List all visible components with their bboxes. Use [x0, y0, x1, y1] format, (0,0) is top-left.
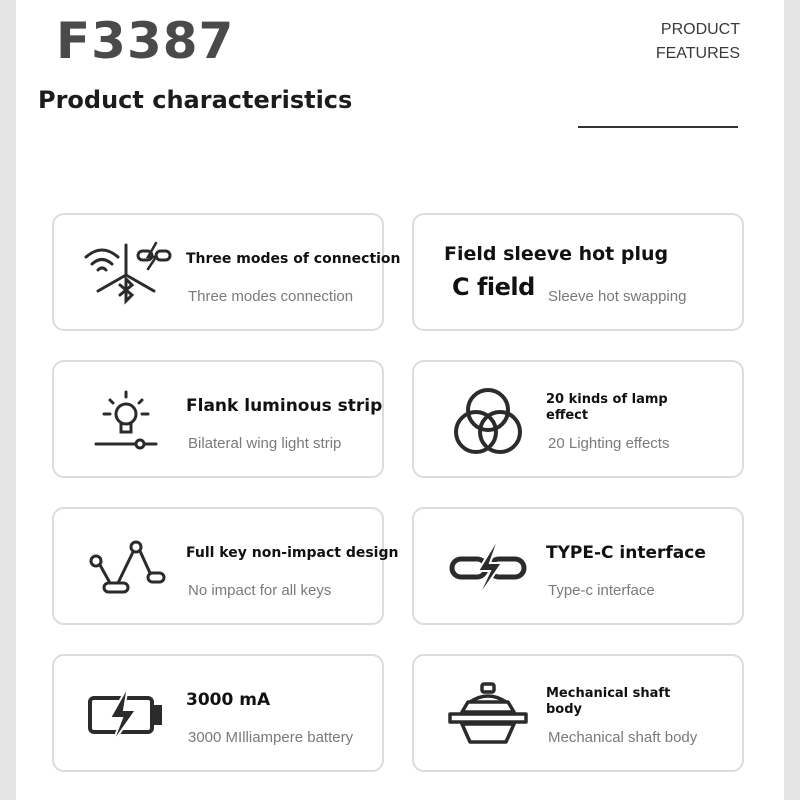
feature-desc: Bilateral wing light strip	[188, 435, 342, 452]
feature-title: Flank luminous strip	[186, 396, 383, 416]
feature-title: 3000 mA	[186, 690, 271, 710]
keys-linkage-icon	[80, 529, 176, 605]
battery-charging-icon	[80, 676, 176, 752]
feature-desc: Mechanical shaft body	[548, 729, 698, 746]
feature-title: Three modes of connection	[186, 251, 401, 267]
usb-link-icon	[440, 529, 536, 605]
rgb-circles-icon	[440, 382, 536, 458]
section-label-line2: FEATURES	[655, 45, 740, 62]
feature-card-connection	[52, 213, 401, 331]
feature-card-type-c	[412, 507, 744, 625]
section-label	[620, 18, 740, 66]
feature-card-hot-plug	[412, 213, 744, 331]
feature-card-mechanical	[412, 654, 744, 772]
feature-card-battery	[52, 654, 384, 772]
page	[16, 0, 784, 800]
divider	[578, 126, 738, 128]
model-number: F3387	[56, 12, 235, 70]
connection-modes-icon	[80, 235, 176, 311]
feature-extra: C field	[452, 273, 535, 301]
feature-desc: 3000 MIlliampere battery	[188, 729, 354, 746]
feature-desc: Sleeve hot swapping	[548, 288, 687, 305]
feature-card-light-strip	[52, 360, 384, 478]
feature-title: 20 kinds of lamp effect	[546, 392, 668, 423]
feature-title: Full key non-impact design	[186, 545, 399, 561]
feature-card-non-impact	[52, 507, 399, 625]
feature-desc: 20 Lighting effects	[548, 435, 670, 452]
feature-title: Mechanical shaft body	[546, 686, 671, 717]
page-title: Product characteristics	[38, 86, 353, 114]
light-strip-icon	[80, 382, 176, 458]
feature-desc: Type-c interface	[548, 582, 655, 599]
switch-icon	[440, 676, 536, 752]
feature-desc: Three modes connection	[188, 288, 354, 305]
feature-title: TYPE-C interface	[546, 543, 706, 563]
section-label-line1: PRODUCT	[660, 21, 740, 38]
feature-card-lamp-effect	[412, 360, 744, 478]
feature-desc: No impact for all keys	[188, 582, 332, 599]
feature-title: Field sleeve hot plug	[444, 243, 669, 265]
